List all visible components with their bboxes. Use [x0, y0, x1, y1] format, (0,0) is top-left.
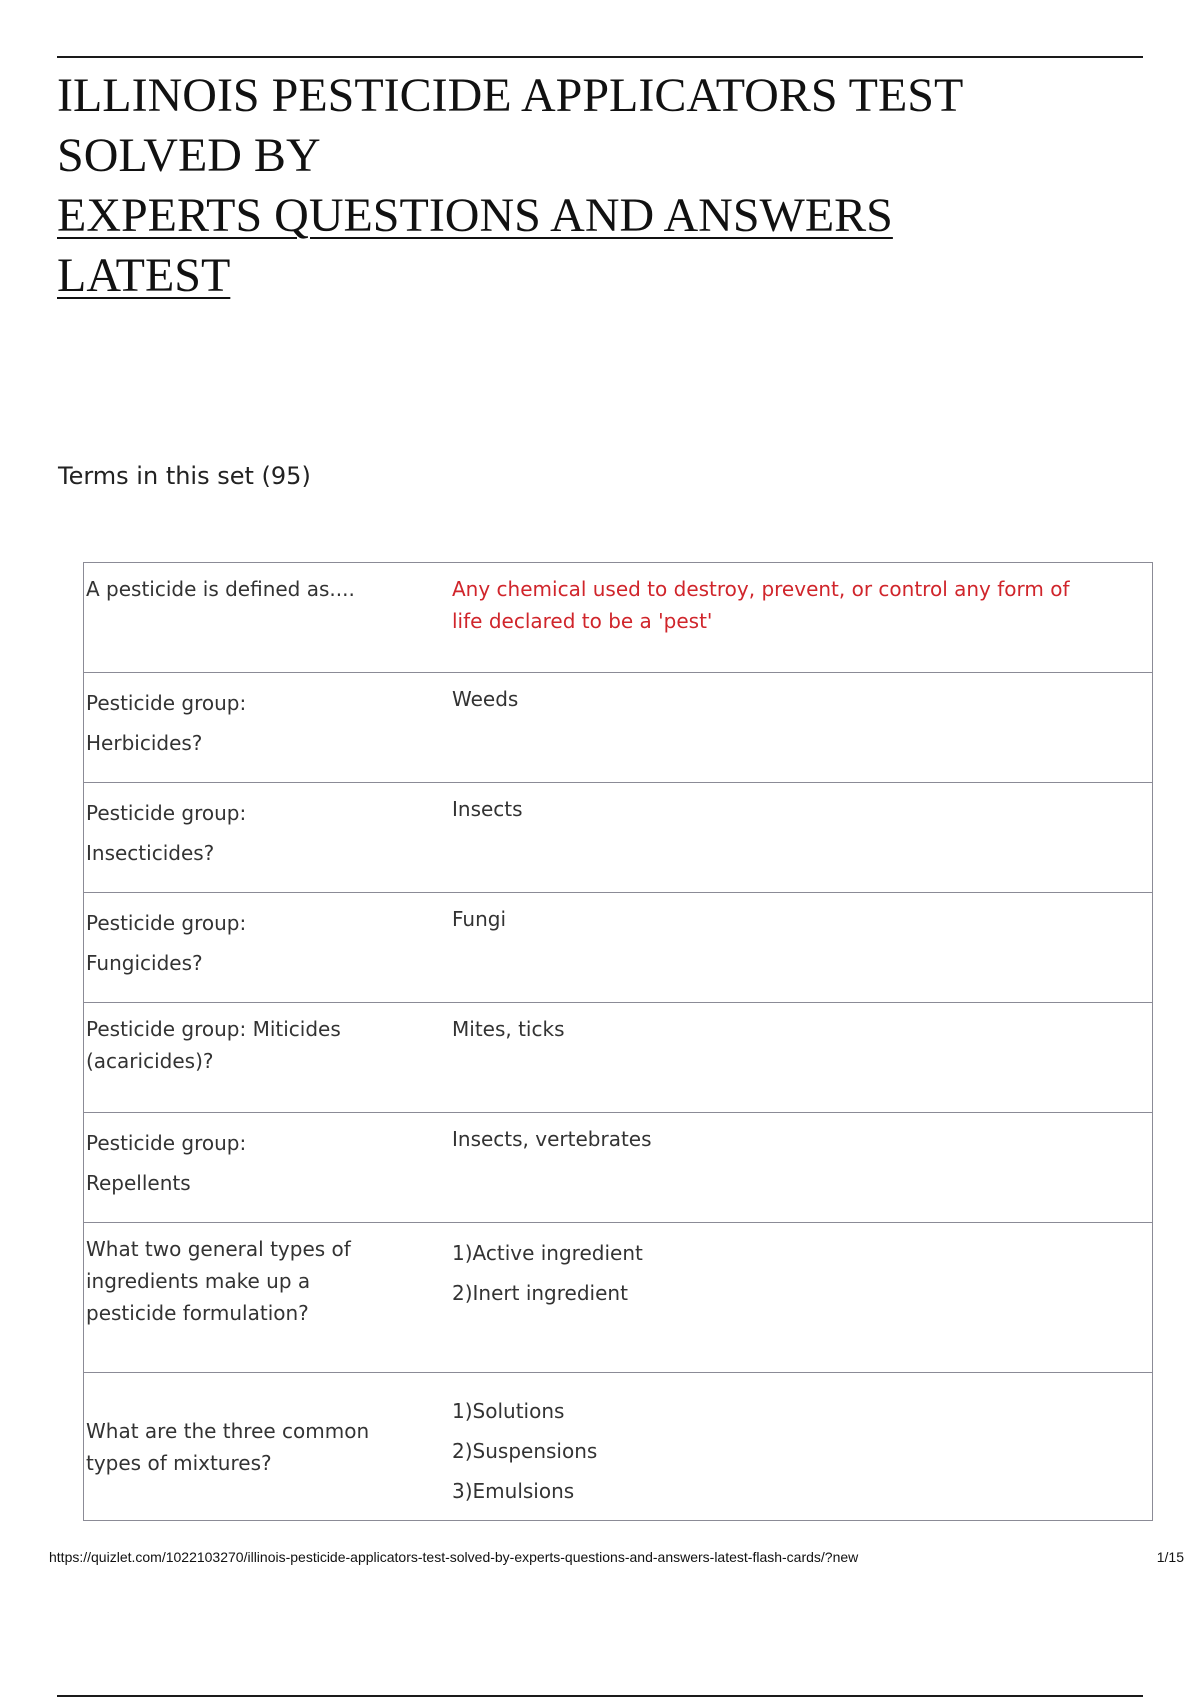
table-row	[84, 783, 1153, 893]
bottom-rule	[57, 1695, 1143, 1697]
title-line-2: SOLVED BY	[57, 129, 321, 182]
terms-table	[83, 562, 1153, 1521]
title-line-1: ILLINOIS PESTICIDE APPLICATORS TEST	[57, 69, 964, 122]
term-question: What are the three common types of mixtures?	[84, 1373, 453, 1521]
term-answer: Insects	[452, 783, 1153, 893]
term-answer: 1)Active ingredient 2)Inert ingredient	[452, 1223, 1153, 1373]
table-row	[84, 1373, 1153, 1521]
page-number: 1/15	[1156, 1549, 1184, 1565]
document-title	[57, 66, 1057, 306]
term-question: Pesticide group: Repellents	[84, 1113, 453, 1223]
table-row	[84, 1223, 1153, 1373]
term-answer: Any chemical used to destroy, prevent, or control any form of life declared to be a 'pest'	[452, 563, 1153, 673]
term-answer: Weeds	[452, 673, 1153, 783]
term-question: Pesticide group: Fungicides?	[84, 893, 453, 1003]
term-question: What two general types of ingredients make up a pesticide formulation?	[84, 1223, 453, 1373]
term-question: Pesticide group: Miticides (acaricides)?	[84, 1003, 453, 1113]
table-row	[84, 673, 1153, 783]
footer-url: https://quizlet.com/1022103270/illinois-pesticide-applicators-test-solved-by-experts-questions-and-answers-latest-flash-cards/?new	[49, 1549, 859, 1565]
term-answer: Mites, ticks	[452, 1003, 1153, 1113]
term-answer: Insects, vertebrates	[452, 1113, 1153, 1223]
top-rule	[57, 56, 1143, 58]
table-row	[84, 1113, 1153, 1223]
term-answer: 1)Solutions 2)Suspensions 3)Emulsions	[452, 1373, 1153, 1521]
title-line-4: LATEST	[57, 249, 231, 302]
term-question: A pesticide is defined as....	[84, 563, 453, 673]
term-question: Pesticide group: Herbicides?	[84, 673, 453, 783]
title-line-3: EXPERTS QUESTIONS AND ANSWERS	[57, 189, 893, 242]
term-answer: Fungi	[452, 893, 1153, 1003]
table-row	[84, 1003, 1153, 1113]
terms-count-heading: Terms in this set (95)	[58, 462, 311, 490]
table-row	[84, 893, 1153, 1003]
table-row	[84, 563, 1153, 673]
term-question: Pesticide group: Insecticides?	[84, 783, 453, 893]
